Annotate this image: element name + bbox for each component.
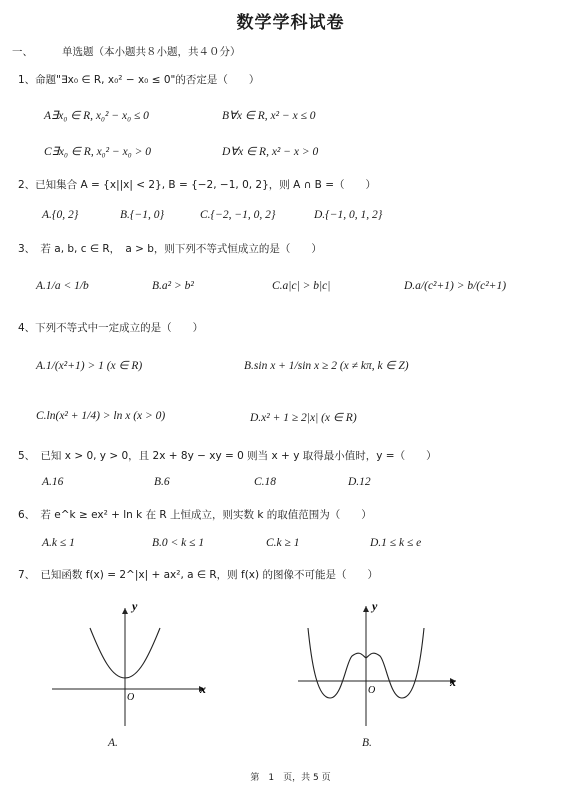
q3-option-c: C.a|c| > b|c| <box>272 280 331 292</box>
question-5-stem: 5、 已知 x > 0, y > 0，且 2x + 8y − xy = 0 则当 x + y 取得最小值时，y =（ ） <box>18 450 437 462</box>
q1-option-a: A∃x₀ ∈ R, x₀² − x₀ ≤ 0 <box>44 110 149 122</box>
q4-option-c: C.ln(x² + 1/4) > ln x (x > 0) <box>36 410 166 422</box>
question-2-stem: 2、已知集合 A = {x||x| < 2}, B = {−2, −1, 0, 2}，则 A ∩ B =（ ） <box>18 179 377 191</box>
graph-a <box>50 598 220 728</box>
graph-b-origin: O <box>368 685 376 696</box>
q2-option-a: A.{0, 2} <box>42 209 79 221</box>
q5-option-c: C.18 <box>254 476 277 488</box>
graph-a-origin: O <box>127 692 135 703</box>
graph-b-x-label: x <box>450 675 456 689</box>
q3-option-d: D.a/(c²+1) > b/(c²+1) <box>404 280 507 292</box>
q4-option-d: D.x² + 1 ≥ 2|x| (x ∈ R) <box>250 412 357 424</box>
q1-option-c: C∃x₀ ∈ R, x₀² − x₀ > 0 <box>44 146 152 158</box>
graph-b-y-label: y <box>372 599 378 613</box>
question-1-stem: 1、命题"∃x₀ ∈ R, x₀² − x₀ ≤ 0"的否定是（ ） <box>18 74 260 86</box>
question-4-stem: 4、下列不等式中一定成立的是（ ） <box>18 322 204 334</box>
q5-option-d: D.12 <box>348 476 371 488</box>
page-footer: 第 1 页，共 5 页 <box>250 773 331 783</box>
q5-option-a: A.16 <box>42 476 64 488</box>
q7-option-a: A. <box>108 737 118 749</box>
question-6-stem: 6、 若 e^k ≥ ex² + ln k 在 R 上恒成立，则实数 k 的取值范围为（ ） <box>18 509 372 521</box>
question-3-stem: 3、 若 a, b, c ∈ R， a > b，则下列不等式恒成立的是（ ） <box>18 243 322 255</box>
q6-option-a: A.k ≤ 1 <box>42 537 75 549</box>
section-number: 一、 <box>12 46 33 58</box>
q6-option-d: D.1 ≤ k ≤ e <box>370 537 422 549</box>
page-title: 数学学科试卷 <box>236 13 345 33</box>
q2-option-c: C.{−2, −1, 0, 2} <box>200 209 276 221</box>
graph-b <box>296 598 471 728</box>
q6-option-c: C.k ≥ 1 <box>266 537 300 549</box>
q1-option-b: B∀x ∈ R, x² − x ≤ 0 <box>222 110 316 122</box>
graph-a-y-label: y <box>132 599 138 613</box>
question-7-stem: 7、 已知函数 f(x) = 2^|x| + ax², a ∈ R，则 f(x) 的图像不可能是（ ） <box>18 569 378 581</box>
q2-option-b: B.{−1, 0} <box>120 209 165 221</box>
q2-option-d: D.{−1, 0, 1, 2} <box>314 209 383 221</box>
q6-option-b: B.0 < k ≤ 1 <box>152 537 205 549</box>
q7-option-b: B. <box>362 737 372 749</box>
graph-a-x-label: x <box>200 682 206 696</box>
q1-option-d: D∀x ∈ R, x² − x > 0 <box>222 146 319 158</box>
q4-option-b: B.sin x + 1/sin x ≥ 2 (x ≠ kπ, k ∈ Z) <box>244 360 409 372</box>
q3-option-b: B.a² > b² <box>152 280 194 292</box>
q3-option-a: A.1/a < 1/b <box>36 280 89 292</box>
q5-option-b: B.6 <box>154 476 170 488</box>
section-heading: 单选题（本小题共８小题，共４０分） <box>62 46 241 58</box>
q4-option-a: A.1/(x²+1) > 1 (x ∈ R) <box>36 360 143 372</box>
